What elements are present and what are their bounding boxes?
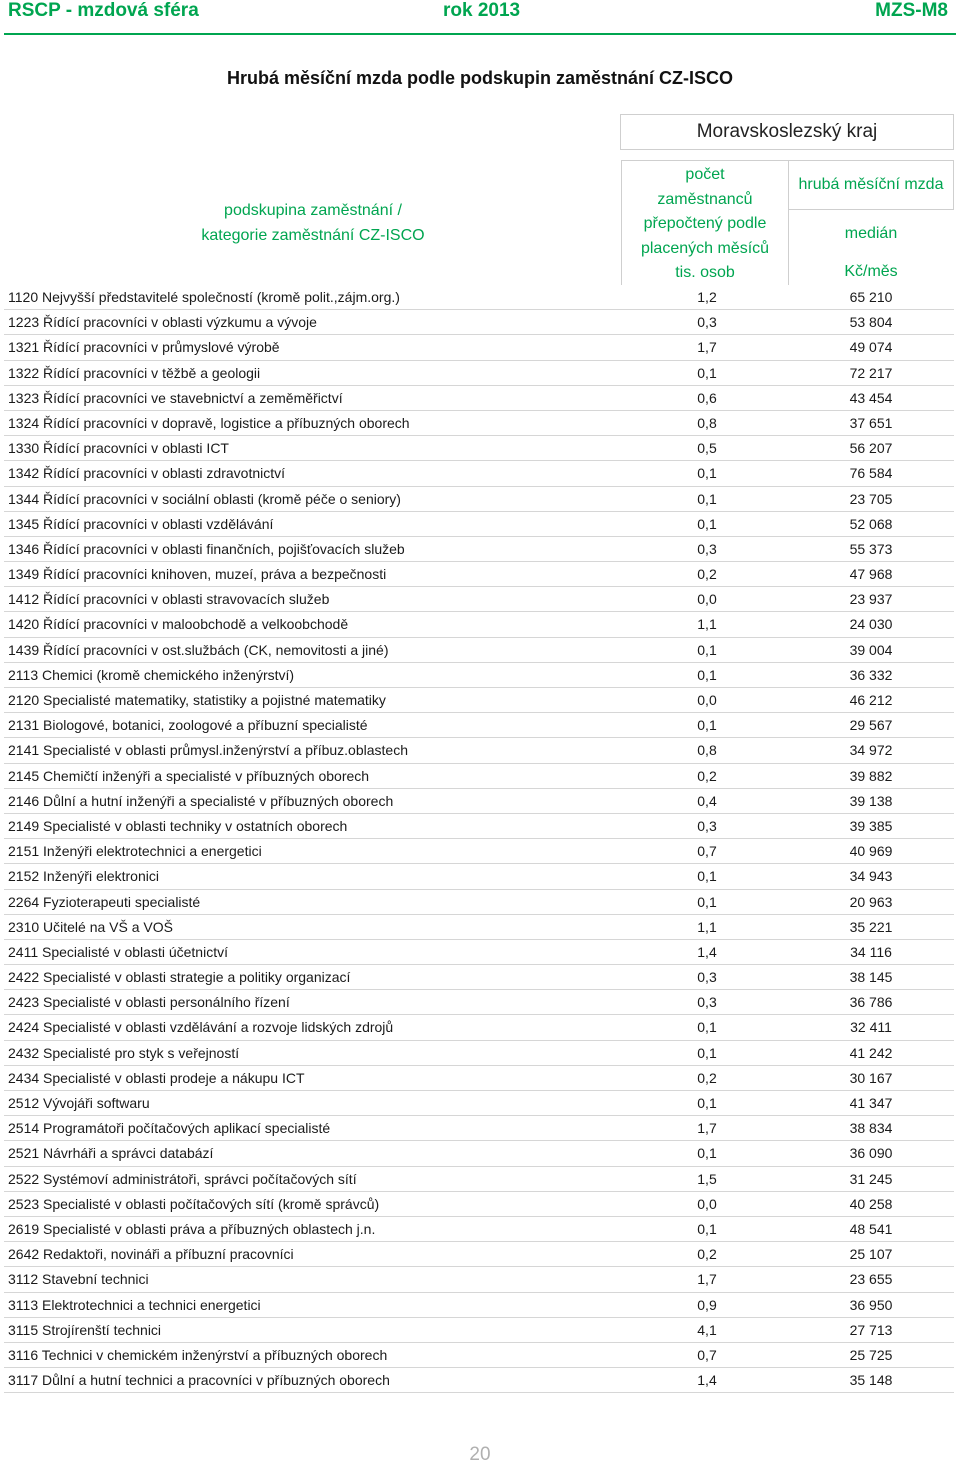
occupation-name: 3113 Elektrotechnici a technici energetici [8,1296,261,1313]
table-row [4,436,954,461]
occupation-name: 1323 Řídící pracovníci ve stavebnictví a zeměměřictví [8,389,343,406]
median-wage: 40 258 [849,1195,893,1212]
median-wage: 40 969 [849,843,893,860]
employee-count: 0,3 [697,540,717,557]
median-wage: 23 655 [849,1271,893,1288]
employee-count: 0,8 [697,414,717,431]
median-wage: 25 725 [849,1346,893,1363]
occupation-name: 1330 Řídící pracovníci v oblasti ICT [8,440,229,457]
occupation-name: 1322 Řídící pracovníci v těžbě a geologii [8,364,261,381]
table-row [4,839,954,864]
occupation-name: 2152 Inženýři elektronici [8,868,159,885]
count-header-line3: přepočtený podle [643,215,767,232]
count-column-header [621,160,789,285]
employee-count: 0,2 [697,767,717,784]
median-wage: 55 373 [849,540,893,557]
occupation-name: 1346 Řídící pracovníci v oblasti finančních, pojišťovacích služeb [8,540,405,557]
table-row [4,1318,954,1343]
median-wage: 48 541 [849,1220,893,1237]
table-row [4,562,954,587]
occupation-name: 2131 Biologové, botanici, zoologové a příbuzní specialisté [8,717,368,734]
category-header-line1: podskupina zaměstnání / [224,202,402,219]
occupation-name: 2514 Programátoři počítačových aplikací specialisté [8,1120,331,1137]
table-row [4,487,954,512]
table-row [4,663,954,688]
median-wage: 31 245 [849,1170,893,1187]
employee-count: 0,1 [697,1019,717,1036]
occupation-name: 2264 Fyzioterapeuti specialisté [8,893,201,910]
table-row [4,1192,954,1217]
employee-count: 0,0 [697,591,717,608]
table-row [4,789,954,814]
table-row [4,411,954,436]
count-header-unit: tis. osob [675,264,735,281]
header-code: MZS-M8 [875,0,948,21]
table-row [4,1217,954,1242]
employee-count: 0,1 [697,490,717,507]
table-row [4,764,954,789]
occupation-name: 2141 Specialisté v oblasti průmysl.inženýrství a příbuz.oblastech [8,742,408,759]
median-wage: 36 090 [849,1145,893,1162]
table-row [4,1066,954,1091]
employee-count: 0,0 [697,692,717,708]
occupation-name: 3112 Stavební technici [8,1271,149,1288]
employee-count: 1,7 [697,1271,717,1288]
median-wage: 20 963 [849,893,893,910]
median-wage: 72 217 [849,364,893,381]
median-wage: 39 385 [849,817,893,834]
table-row [4,285,954,310]
occupation-name: 2512 Vývojáři softwaru [8,1095,150,1111]
employee-count: 1,4 [697,1372,717,1389]
employee-count: 0,1 [697,641,717,658]
median-wage: 34 972 [849,742,893,759]
occupation-name: 1120 Nejvyšší představitelé společností (kromě polit.,zájm.org.) [8,289,400,305]
occupation-name: 3116 Technici v chemickém inženýrství a příbuzných oborech [8,1346,388,1363]
employee-count: 0,1 [697,1044,717,1061]
header-divider [4,33,956,35]
median-wage: 36 950 [849,1296,893,1313]
occupation-name: 1223 Řídící pracovníci v oblasti výzkumu a vývoje [8,314,317,331]
median-wage: 39 138 [849,792,893,809]
occupation-name: 2523 Specialisté v oblasti počítačových sítí (kromě správců) [8,1195,380,1212]
occupation-name: 1412 Řídící pracovníci v oblasti stravovacích služeb [8,591,330,608]
employee-count: 0,1 [697,893,717,910]
employee-count: 0,3 [697,969,717,986]
table-row [4,587,954,612]
table-row [4,638,954,663]
occupation-name: 2120 Specialisté matematiky, statistiky a pojistné matematiky [8,692,386,708]
employee-count: 0,1 [697,1145,717,1162]
median-wage: 38 834 [849,1120,893,1137]
median-wage: 35 221 [849,918,893,935]
occupation-name: 3115 Strojírenští technici [8,1321,162,1338]
table-row [4,512,954,537]
occupation-name: 1321 Řídící pracovníci v průmyslové výrobě [8,339,280,356]
table-row [4,461,954,486]
median-wage: 36 786 [849,994,893,1011]
employee-count: 1,1 [697,918,717,935]
employee-count: 0,1 [697,868,717,885]
employee-count: 0,9 [697,1296,717,1313]
table-row [4,386,954,411]
occupation-name: 1345 Řídící pracovníci v oblasti vzdělávání [8,515,274,532]
table-row [4,814,954,839]
median-wage: 32 411 [850,1019,892,1036]
occupation-name: 2423 Specialisté v oblasti personálního řízení [8,994,290,1011]
table-row [4,915,954,940]
occupation-name: 1344 Řídící pracovníci v sociální oblasti (kromě péče o seniory) [8,490,401,507]
occupation-name: 2424 Specialisté v oblasti vzdělávání a rozvoje lidských zdrojů [8,1019,394,1036]
employee-count: 0,1 [697,364,717,381]
median-wage: 52 068 [849,515,893,532]
occupation-name: 1324 Řídící pracovníci v dopravě, logistice a příbuzných oborech [8,414,410,431]
employee-count: 0,1 [697,1220,717,1237]
header-left-title: RSCP - mzdová sféra [8,0,199,21]
table-row [4,1368,954,1393]
median-wage: 29 567 [849,717,893,734]
occupation-name: 2145 Chemičtí inženýři a specialisté v příbuzných oborech [8,767,370,784]
employee-count: 0,7 [697,843,717,860]
occupation-name: 2522 Systémoví administrátoři, správci počítačových sítí [8,1170,357,1187]
occupation-name: 2434 Specialisté v oblasti prodeje a nákupu ICT [8,1069,305,1086]
occupation-name: 2432 Specialisté pro styk s veřejností [8,1044,240,1061]
table-row [4,890,954,915]
median-wage: 34 116 [850,943,892,960]
employee-count: 0,4 [697,792,717,809]
median-wage: 23 937 [849,591,893,608]
occupation-name: 2521 Návrháři a správci databází [8,1145,214,1162]
table-row [4,537,954,562]
median-wage: 56 207 [849,440,893,457]
occupation-name: 2151 Inženýři elektrotechnici a energetici [8,843,262,860]
table-row [4,310,954,335]
median-wage: 34 943 [849,868,893,885]
wage-column-header: hrubá měsíční mzda [788,160,954,210]
median-wage: 41 242 [849,1044,893,1061]
employee-count: 0,3 [697,817,717,834]
median-wage: 35 148 [849,1372,893,1389]
page-header [0,0,960,26]
table-row [4,1041,954,1066]
median-wage: 76 584 [849,465,893,482]
occupation-name: 2619 Specialisté v oblasti práva a příbuzných oblastech j.n. [8,1220,376,1237]
employee-count: 1,1 [697,616,717,633]
table-row [4,965,954,990]
employee-count: 0,2 [697,1069,717,1086]
median-wage: 39 882 [849,767,893,784]
occupation-name: 2310 Učitelé na VŠ a VOŠ [8,918,173,935]
wage-unit-header: Kč/měs [844,263,898,280]
occupation-name: 2642 Redaktoři, novináři a příbuzní pracovníci [8,1246,294,1263]
table-row [4,1293,954,1318]
table-row [4,1091,954,1116]
median-wage: 65 210 [849,289,893,305]
employee-count: 0,6 [697,389,717,406]
employee-count: 0,3 [697,994,717,1011]
table-row [4,1167,954,1192]
table-row [4,688,954,713]
median-wage: 24 030 [849,616,893,633]
occupation-name: 2411 Specialisté v oblasti účetnictví [8,943,228,960]
table-row [4,1343,954,1368]
median-wage: 38 145 [849,969,893,986]
table-row [4,713,954,738]
median-wage: 27 713 [849,1321,893,1338]
page-number: 20 [469,1444,491,1465]
table-row [4,361,954,386]
median-wage: 53 804 [849,314,893,331]
data-table [4,285,954,1393]
table-row [4,1242,954,1267]
occupation-name: 1420 Řídící pracovníci v maloobchodě a velkoobchodě [8,616,349,633]
table-row [4,1141,954,1166]
table-row [4,1015,954,1040]
median-wage: 49 074 [849,339,893,356]
employee-count: 0,2 [697,1246,717,1263]
occupation-name: 1439 Řídící pracovníci v ost.službách (CK, nemovitosti a jiné) [8,641,389,658]
table-row [4,864,954,889]
median-wage: 39 004 [849,641,893,658]
table-row [4,1116,954,1141]
table-row [4,612,954,637]
employee-count: 0,3 [697,314,717,331]
count-header-line1: počet [685,166,725,183]
employee-count: 0,1 [697,666,717,683]
employee-count: 1,7 [697,339,717,356]
median-wage: 43 454 [849,389,893,406]
page-title: Hrubá měsíční mzda podle podskupin zaměstnání CZ-ISCO [226,68,734,88]
employee-count: 0,1 [697,717,717,734]
count-header-line4: placených měsíců [640,239,770,257]
employee-count: 0,2 [697,566,717,583]
occupation-name: 3117 Důlní a hutní technici a pracovníci v příbuzných oborech [8,1372,390,1389]
table-row [4,1267,954,1292]
employee-count: 0,0 [697,1195,717,1212]
median-column-header: medián [844,225,898,242]
median-wage: 25 107 [849,1246,893,1263]
category-header-line2: kategorie zaměstnání CZ-ISCO [201,227,425,244]
employee-count: 1,2 [697,289,717,305]
occupation-name: 1342 Řídící pracovníci v oblasti zdravotnictví [8,465,286,482]
median-wage: 46 212 [849,692,893,708]
median-wage: 37 651 [849,414,893,431]
employee-count: 0,8 [697,742,717,759]
median-wage: 47 968 [849,566,893,583]
median-wage: 36 332 [849,666,893,683]
occupation-name: 2149 Specialisté v oblasti techniky v ostatních oborech [8,817,348,834]
region-header: Moravskoslezský kraj [620,114,954,150]
employee-count: 0,1 [697,1095,717,1111]
employee-count: 4,1 [697,1321,717,1338]
occupation-name: 2146 Důlní a hutní inženýři a specialisté v příbuzných oborech [8,792,394,809]
employee-count: 1,7 [697,1120,717,1137]
median-wage: 30 167 [849,1069,893,1086]
count-header-line2: zaměstnanců [657,190,753,208]
category-column-header [170,198,456,248]
employee-count: 0,7 [697,1346,717,1363]
employee-count: 1,5 [697,1170,717,1187]
median-wage: 23 705 [849,490,893,507]
table-row [4,335,954,360]
header-year: rok 2013 [443,0,521,21]
table-row [4,738,954,763]
table-row [4,940,954,965]
employee-count: 0,5 [697,440,717,457]
employee-count: 0,1 [697,515,717,532]
median-wage: 41 347 [849,1095,893,1111]
occupation-name: 2422 Specialisté v oblasti strategie a politiky organizací [8,969,351,986]
occupation-name: 2113 Chemici (kromě chemického inženýrství) [8,666,295,683]
table-row [4,990,954,1015]
occupation-name: 1349 Řídící pracovníci knihoven, muzeí, práva a bezpečnosti [8,566,387,583]
employee-count: 1,4 [697,943,717,960]
employee-count: 0,1 [697,465,717,482]
